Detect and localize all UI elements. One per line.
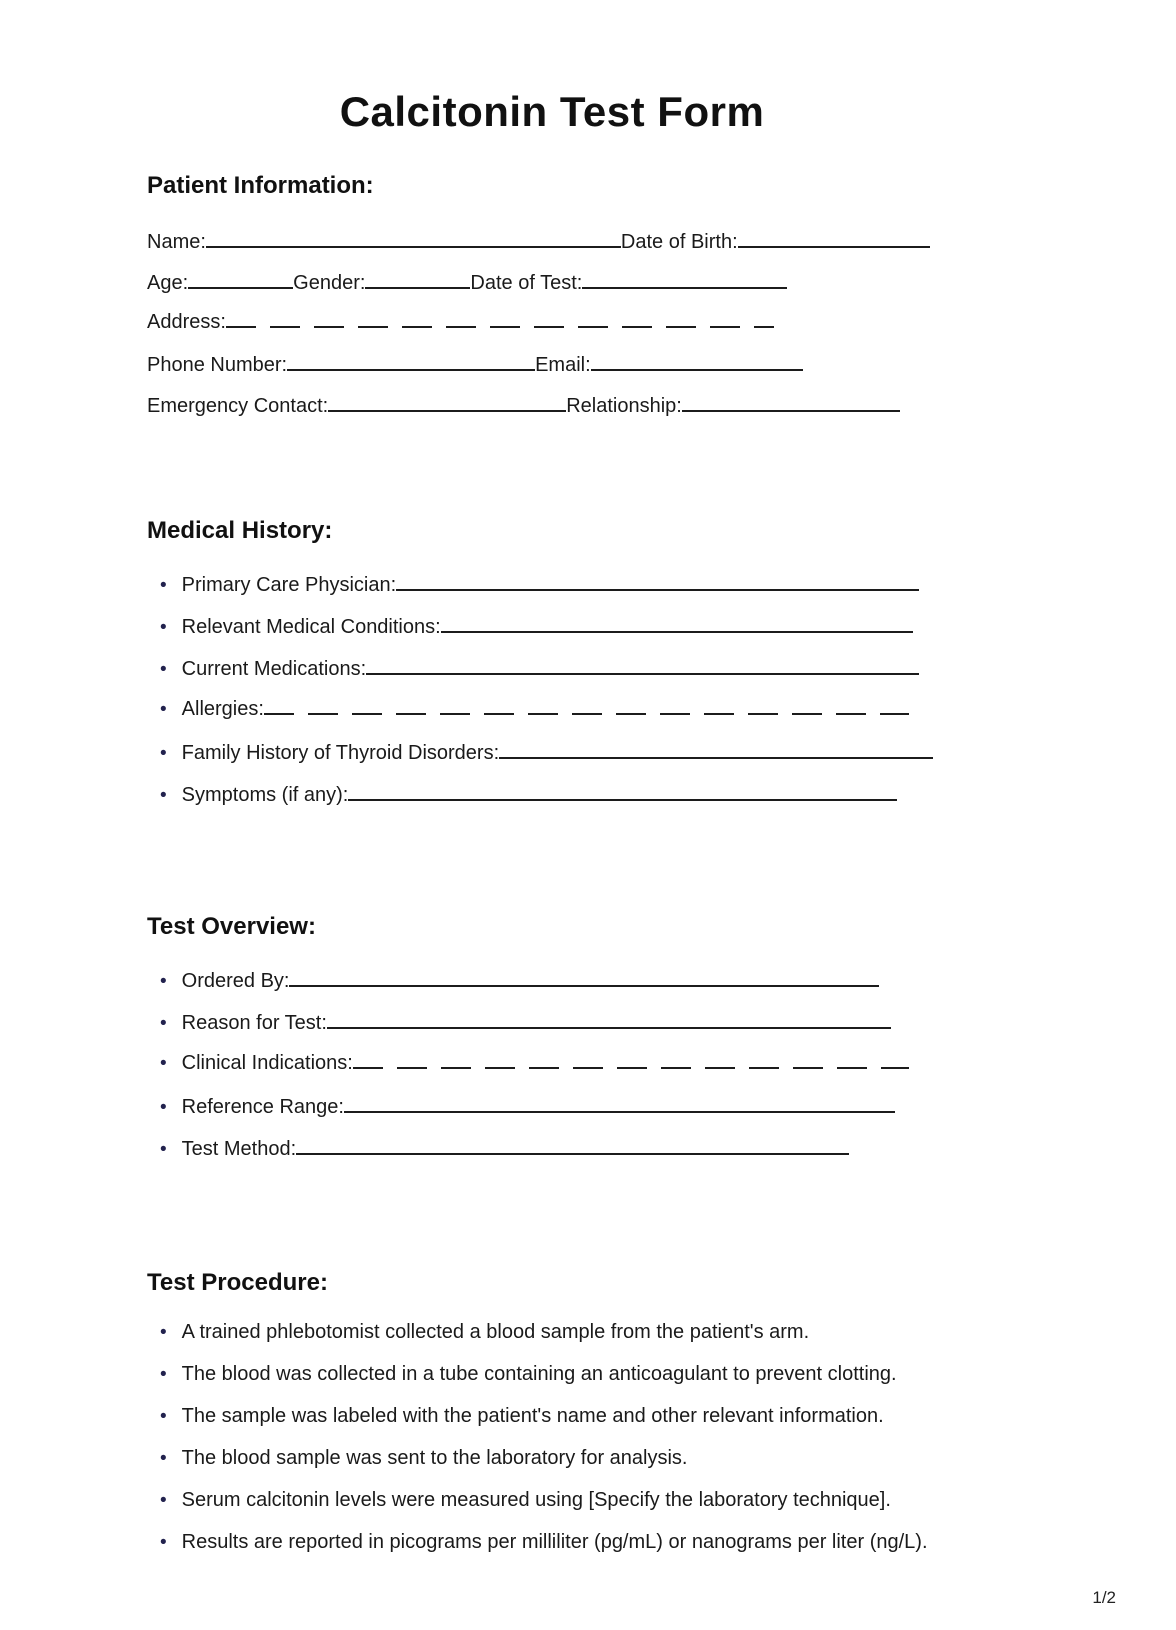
patient-info-rows bbox=[147, 226, 937, 431]
date-of-birth-blank-line bbox=[738, 226, 930, 248]
clinical-indications-blank-line bbox=[353, 1049, 909, 1069]
field-label-clinical-indications: Clinical Indications: bbox=[181, 1052, 353, 1074]
section-heading-medical-history: Medical History: bbox=[147, 517, 333, 544]
list-item-clinical-indications bbox=[147, 1049, 937, 1091]
bullet-icon: • bbox=[160, 699, 167, 720]
form-row-address bbox=[147, 308, 937, 349]
list-item-procedure-5 bbox=[147, 1489, 937, 1531]
bullet-icon: • bbox=[160, 1097, 167, 1118]
section-heading-test-procedure: Test Procedure: bbox=[147, 1269, 328, 1296]
form-row-emergency-relationship bbox=[147, 390, 937, 431]
bullet-icon: • bbox=[160, 575, 167, 596]
list-item-family-history-thyroid bbox=[147, 737, 937, 779]
list-item-reference-range bbox=[147, 1091, 937, 1133]
bullet-icon: • bbox=[160, 1490, 167, 1511]
field-label-symptoms: Symptoms (if any): bbox=[181, 784, 349, 806]
field-label-gender: Gender: bbox=[293, 272, 366, 294]
section-heading-test-overview: Test Overview: bbox=[147, 913, 316, 940]
procedure-item-text: The blood sample was sent to the laboratory for analysis. bbox=[181, 1447, 688, 1469]
date-of-test-blank-line bbox=[582, 267, 787, 289]
phone-number-blank-line bbox=[287, 349, 535, 371]
field-label-email: Email: bbox=[535, 354, 591, 376]
ordered-by-blank-line bbox=[289, 965, 879, 987]
section-heading-patient-information: Patient Information: bbox=[147, 172, 374, 199]
procedure-item-text: Results are reported in picograms per milliliter (pg/mL) or nanograms per liter (ng/L). bbox=[181, 1531, 928, 1553]
field-label-test-method: Test Method: bbox=[181, 1138, 297, 1160]
field-label-primary-care-physician: Primary Care Physician: bbox=[181, 574, 397, 596]
procedure-item-text: Serum calcitonin levels were measured using [Specify the laboratory technique]. bbox=[181, 1489, 891, 1511]
field-label-emergency-contact: Emergency Contact: bbox=[147, 395, 329, 417]
primary-care-physician-blank-line bbox=[396, 569, 919, 591]
page-title: Calcitonin Test Form bbox=[339, 88, 765, 135]
gender-blank-line bbox=[365, 267, 470, 289]
field-label-ordered-by: Ordered By: bbox=[181, 970, 290, 992]
bullet-icon: • bbox=[160, 617, 167, 638]
bullet-icon: • bbox=[160, 971, 167, 992]
form-row-age-gender-datetest bbox=[147, 267, 937, 308]
test-method-blank-line bbox=[296, 1133, 849, 1155]
field-label-family-history-thyroid: Family History of Thyroid Disorders: bbox=[181, 742, 500, 764]
list-item-primary-care-physician bbox=[147, 569, 937, 611]
relevant-medical-conditions-blank-line bbox=[441, 611, 913, 633]
relationship-blank-line bbox=[682, 390, 900, 412]
form-row-name-dob bbox=[147, 226, 937, 267]
list-item-procedure-2 bbox=[147, 1363, 937, 1405]
reason-for-test-blank-line bbox=[327, 1007, 891, 1029]
procedure-item-text: A trained phlebotomist collected a blood sample from the patient's arm. bbox=[181, 1321, 810, 1343]
medical-history-list bbox=[147, 569, 937, 821]
field-label-age: Age: bbox=[147, 272, 189, 294]
test-overview-list bbox=[147, 965, 937, 1175]
bullet-icon: • bbox=[160, 1532, 167, 1553]
reference-range-blank-line bbox=[344, 1091, 895, 1113]
list-item-allergies bbox=[147, 695, 937, 737]
current-medications-blank-line bbox=[366, 653, 919, 675]
page-number: 1/2 bbox=[1092, 1588, 1116, 1607]
procedure-item-text: The blood was collected in a tube containing an anticoagulant to prevent clotting. bbox=[181, 1363, 897, 1385]
field-label-allergies: Allergies: bbox=[181, 698, 264, 720]
bullet-icon: • bbox=[160, 785, 167, 806]
bullet-icon: • bbox=[160, 1139, 167, 1160]
bullet-icon: • bbox=[160, 1053, 167, 1074]
procedure-item-text: The sample was labeled with the patient's name and other relevant information. bbox=[181, 1405, 884, 1427]
test-procedure-list bbox=[147, 1321, 937, 1573]
address-blank-line bbox=[226, 308, 774, 328]
age-blank-line bbox=[188, 267, 293, 289]
bullet-icon: • bbox=[160, 659, 167, 680]
form-row-phone-email bbox=[147, 349, 937, 390]
emergency-contact-blank-line bbox=[328, 390, 566, 412]
field-label-relationship: Relationship: bbox=[566, 395, 682, 417]
symptoms-blank-line bbox=[348, 779, 897, 801]
list-item-reason-for-test bbox=[147, 1007, 937, 1049]
bullet-icon: • bbox=[160, 1013, 167, 1034]
list-item-symptoms bbox=[147, 779, 937, 821]
list-item-procedure-6 bbox=[147, 1531, 937, 1573]
field-label-name: Name: bbox=[147, 231, 206, 253]
email-blank-line bbox=[591, 349, 803, 371]
field-label-reason-for-test: Reason for Test: bbox=[181, 1012, 327, 1034]
field-label-relevant-medical-conditions: Relevant Medical Conditions: bbox=[181, 616, 441, 638]
field-label-reference-range: Reference Range: bbox=[181, 1096, 344, 1118]
list-item-ordered-by bbox=[147, 965, 937, 1007]
family-history-blank-line bbox=[499, 737, 933, 759]
name-blank-line bbox=[206, 226, 621, 248]
bullet-icon: • bbox=[160, 1448, 167, 1469]
list-item-relevant-medical-conditions bbox=[147, 611, 937, 653]
field-label-date-of-test: Date of Test: bbox=[470, 272, 583, 294]
document-page bbox=[147, 0, 937, 1573]
list-item-procedure-3 bbox=[147, 1405, 937, 1447]
bullet-icon: • bbox=[160, 1322, 167, 1343]
bullet-icon: • bbox=[160, 1364, 167, 1385]
field-label-current-medications: Current Medications: bbox=[181, 658, 367, 680]
list-item-procedure-4 bbox=[147, 1447, 937, 1489]
bullet-icon: • bbox=[160, 1406, 167, 1427]
list-item-test-method bbox=[147, 1133, 937, 1175]
bullet-icon: • bbox=[160, 743, 167, 764]
field-label-date-of-birth: Date of Birth: bbox=[620, 231, 738, 253]
field-label-phone-number: Phone Number: bbox=[147, 354, 288, 376]
field-label-address: Address: bbox=[147, 311, 226, 333]
list-item-current-medications bbox=[147, 653, 937, 695]
list-item-procedure-1 bbox=[147, 1321, 937, 1363]
allergies-blank-line bbox=[264, 695, 909, 715]
